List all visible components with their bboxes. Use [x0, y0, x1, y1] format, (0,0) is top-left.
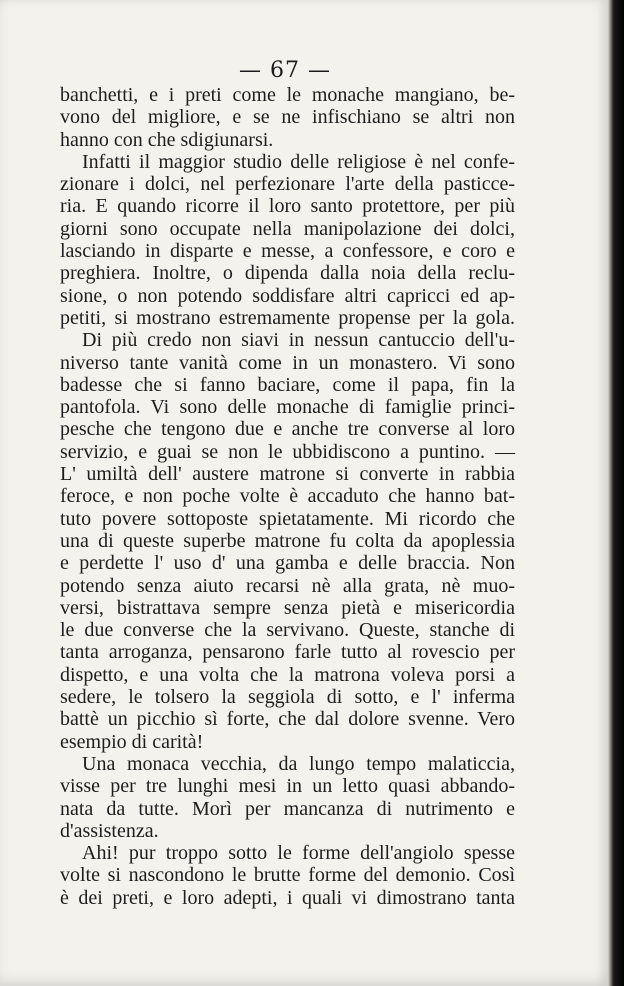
- body-text: [60, 84, 515, 909]
- text-line: esempio di carità!: [60, 730, 204, 753]
- text-line: è dei preti, e loro adepti, i quali vi dimostrano tanta: [60, 886, 515, 909]
- text-line: petiti, si mostrano estremamente propense per la gola.: [60, 306, 515, 329]
- text-line: hanno con che sdigiunarsi.: [60, 128, 274, 151]
- text-line: le due converse che la servivano. Queste, stanche di: [60, 619, 515, 642]
- text-line: pantofola. Vi sono delle monache di famiglie princi-: [60, 396, 515, 419]
- page-number: — 67 —: [239, 58, 331, 83]
- text-line: feroce, e non poche volte è accaduto che hanno bat-: [60, 485, 515, 508]
- text-line: Di più credo non siavi in nessun cantuccio dell'u-: [82, 329, 515, 352]
- text-line: tuto povere sottoposte spietatamente. Mi ricordo che: [60, 507, 515, 530]
- text-line: vono del migliore, e se ne infischiano se altri non: [60, 106, 515, 129]
- text-line: banchetti, e i preti come le monache mangiano, be-: [60, 84, 515, 106]
- text-line: Una monaca vecchia, da lungo tempo malaticcia,: [82, 752, 515, 775]
- text-line: tanta arroganza, pensarono farle tutto al rovescio per: [60, 641, 515, 664]
- text-line: servizio, e guai se non le ubbidiscono a puntino. —: [60, 440, 515, 463]
- text-line: zionare i dolci, nel perfezionare l'arte della pasticce-: [60, 173, 515, 196]
- text-line: lasciando in disparte e messe, a confessore, e coro e: [60, 240, 515, 263]
- text-line: ria. E quando ricorre il loro santo protettore, per più: [60, 195, 515, 218]
- text-line: battè un picchio sì forte, che dal dolore svenne. Vero: [60, 708, 515, 731]
- text-line: L' umiltà dell' austere matrone si converte in rabbia: [60, 463, 515, 486]
- text-line: niverso tante vanità come in un monastero. Vi sono: [60, 351, 515, 374]
- text-line: sedere, le tolsero la seggiola di sotto, e l' inferma: [60, 686, 515, 709]
- text-line: e perdette l' uso d' una gamba e delle braccia. Non: [60, 552, 515, 575]
- text-line: visse per tre lunghi mesi in un letto quasi abbando-: [60, 775, 515, 798]
- text-line: pesche che tengono due e anche tre converse al loro: [60, 418, 515, 441]
- text-line: nata da tutte. Morì per mancanza di nutrimento e: [60, 797, 515, 820]
- text-line: d'assistenza.: [60, 819, 159, 842]
- text-line: volte si nascondono le brutte forme del demonio. Così: [60, 864, 515, 887]
- text-line: sione, o non potendo soddisfare altri capricci ed ap-: [60, 284, 515, 307]
- text-line: dispetto, e una volta che la matrona voleva porsi a: [60, 663, 515, 686]
- page-edge-shadow: [608, 0, 624, 986]
- text-line: giorni sono occupate nella manipolazione dei dolci,: [60, 217, 515, 240]
- text-line: potendo senza aiuto recarsi nè alla grata, nè muo-: [60, 574, 515, 597]
- text-line: preghiera. Inoltre, o dipenda dalla noia della reclu-: [60, 262, 515, 285]
- text-line: Ahi! pur troppo sotto le forme dell'angiolo spesse: [82, 842, 515, 865]
- text-line: badesse che si fanno baciare, come il papa, fin la: [60, 373, 515, 396]
- text-line: Infatti il maggior studio delle religiose è nel confe-: [82, 150, 515, 173]
- text-line: una di queste superbe matrone fu colta da apoplessia: [60, 529, 515, 552]
- text-line: versi, bistrattava sempre senza pietà e misericordia: [60, 596, 515, 619]
